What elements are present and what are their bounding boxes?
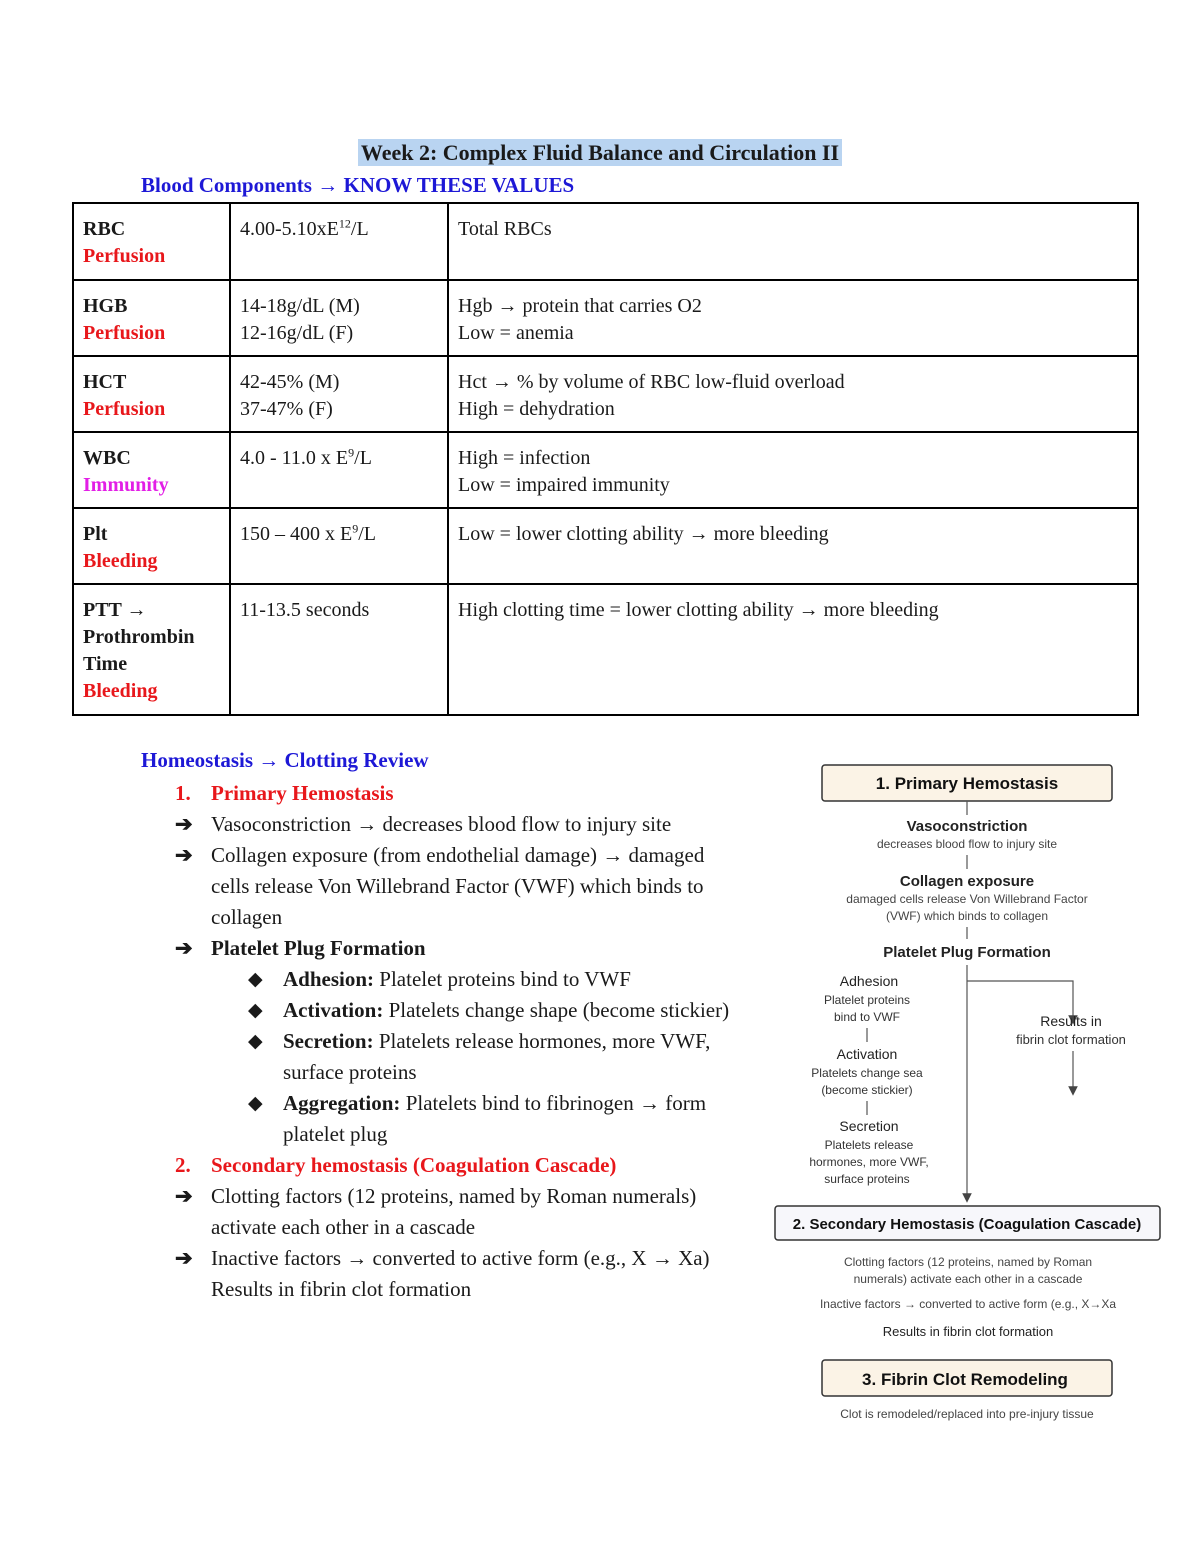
secretion-title: Secretion — [839, 1118, 899, 1134]
secondary-box-label: 2. Secondary Hemostasis (Coagulation Cascade) — [792, 1216, 1142, 1233]
component-category: Perfusion — [83, 322, 166, 344]
step-name: Secretion: — [283, 1029, 374, 1053]
component-category: Perfusion — [83, 398, 166, 420]
arrow-icon: ➔ — [175, 1246, 193, 1270]
arrow-icon: ➔ — [175, 812, 193, 836]
note-text: High = infection — [458, 447, 591, 469]
vaso-title: Vasoconstriction — [906, 818, 1028, 835]
reference-cell — [230, 432, 448, 508]
results-text: fibrin clot formation — [1016, 1032, 1126, 1047]
results-title: Results in — [1040, 1013, 1102, 1029]
notes-cell — [448, 432, 1138, 508]
component-category: Immunity — [83, 474, 169, 496]
notes-cell — [448, 203, 1138, 280]
diamond-icon: ◆ — [248, 1000, 263, 1021]
arrow-icon: ➔ — [175, 843, 193, 867]
component-category: Bleeding — [83, 680, 158, 702]
step-text: Platelet proteins bind to VWF — [379, 967, 631, 991]
sec-text-2: numerals) activate each other in a cascade — [853, 1272, 1083, 1286]
reference-cell — [230, 356, 448, 432]
diamond-icon: ◆ — [248, 969, 263, 990]
reference-cell — [230, 508, 448, 584]
component-cell — [73, 584, 230, 715]
table-row — [73, 432, 1138, 508]
collagen-text-2: (VWF) which binds to collagen — [885, 909, 1049, 923]
component-cell — [73, 508, 230, 584]
secondary-heading — [170, 1150, 730, 1181]
list-item — [170, 809, 730, 840]
component-label: WBC — [83, 447, 131, 469]
bullet-text: Collagen exposure (from endothelial damage) → damaged cells release Von Willebrand Factor (VWF) which binds to collagen — [211, 843, 705, 929]
list-item — [170, 1026, 730, 1088]
step-text: Platelets bind to fibrinogen → form platelet plug — [283, 1091, 707, 1146]
plug-title: Platelet Plug Formation — [211, 936, 426, 960]
reference-value: 4.0 - 11.0 x $E^9/L$ — [240, 445, 372, 469]
reference-value: 14-18g/dL (M) — [240, 295, 360, 317]
activation-text-2: (become stickier) — [821, 1083, 913, 1097]
component-label: HCT — [83, 371, 127, 393]
component-cell — [73, 432, 230, 508]
note-text: High = dehydration — [458, 398, 615, 420]
notes-cell — [448, 508, 1138, 584]
sec-text-3: Inactive factors → converted to active form (e.g., X→Xa — [819, 1297, 1117, 1311]
component-cell — [73, 203, 230, 280]
blood-values-table — [72, 202, 1139, 716]
component-label: Plt — [83, 523, 108, 545]
step-text: Platelets change shape (become stickier) — [388, 998, 730, 1022]
reference-value: 37-47% (F) — [240, 398, 333, 420]
component-label: PTT → Prothrombin Time — [83, 599, 195, 675]
step-name: Activation: — [283, 998, 384, 1022]
component-cell — [73, 280, 230, 356]
table-row — [73, 280, 1138, 356]
component-category: Perfusion — [83, 245, 166, 267]
sec-text-1: Clotting factors (12 proteins, named by Roman — [843, 1255, 1093, 1269]
remodel-text: Clot is remodeled/replaced into pre-injury tissue — [840, 1407, 1094, 1421]
note-text: Hgb → protein that carries O2 — [458, 295, 702, 317]
secondary-title: Secondary hemostasis (Coagulation Cascade) — [211, 1153, 617, 1177]
reference-value: 150 – 400 x $E^9/L$ — [240, 521, 376, 545]
secondary-number: 2. — [175, 1153, 191, 1177]
notes-cell — [448, 356, 1138, 432]
adhesion-text-2: bind to VWF — [833, 1010, 901, 1024]
adhesion-text-1: Platelet proteins — [823, 993, 911, 1007]
list-item — [170, 1243, 730, 1305]
diamond-icon: ◆ — [248, 1093, 263, 1114]
list-item — [170, 933, 730, 964]
component-label: HGB — [83, 295, 128, 317]
page-title: Week 2: Complex Fluid Balance and Circulation II — [358, 139, 842, 166]
homeostasis-heading: Homeostasis → Clotting Review — [141, 748, 429, 772]
step-text: Platelets release hormones, more VWF, surface proteins — [283, 1029, 711, 1084]
diamond-icon: ◆ — [248, 1031, 263, 1052]
notes-cell — [448, 584, 1138, 715]
step-name: Aggregation: — [283, 1091, 401, 1115]
vaso-text: decreases blood flow to injury site — [876, 837, 1058, 851]
note-text: Low = impaired immunity — [458, 474, 670, 496]
component-category: Bleeding — [83, 550, 158, 572]
arrow-icon: ➔ — [175, 936, 193, 960]
arrow-icon: ➔ — [175, 1184, 193, 1208]
hemostasis-flowchart — [770, 755, 1170, 1430]
reference-cell — [230, 280, 448, 356]
secretion-text-2: hormones, more VWF, — [809, 1155, 929, 1169]
collagen-title: Collagen exposure — [899, 873, 1035, 890]
reference-cell — [230, 584, 448, 715]
plug-title: Platelet Plug Formation — [883, 944, 1051, 961]
collagen-text-1: damaged cells release Von Willebrand Factor — [846, 892, 1088, 906]
component-label: RBC — [83, 218, 126, 240]
component-cell — [73, 356, 230, 432]
bullet-text: Clotting factors (12 proteins, named by Roman numerals) activate each other in a cascade — [211, 1184, 697, 1239]
table-row — [73, 203, 1138, 280]
note-text: Low = anemia — [458, 322, 574, 344]
bullet-text: Vasoconstriction → decreases blood flow to injury site — [211, 812, 672, 836]
bullet-text: Inactive factors → converted to active form (e.g., X → Xa) Results in fibrin clot formation — [211, 1246, 710, 1301]
reference-value: $4.00-5.10xE^{12}/L$ — [240, 216, 369, 240]
table-row — [73, 508, 1138, 584]
adhesion-title: Adhesion — [839, 973, 899, 989]
note-text: Low = lower clotting ability → more bleeding — [458, 523, 829, 545]
remodel-box-label: 3. Fibrin Clot Remodeling — [862, 1370, 1068, 1389]
notes-cell — [448, 280, 1138, 356]
primary-heading — [170, 778, 730, 809]
note-text: Hct → % by volume of RBC low-fluid overload — [458, 371, 845, 393]
blood-components-heading: Blood Components → KNOW THESE VALUES — [141, 173, 575, 197]
list-item — [170, 964, 730, 995]
reference-value: 11-13.5 seconds — [240, 599, 370, 621]
table-row — [73, 356, 1138, 432]
reference-value: 42-45% (M) — [240, 371, 340, 393]
clotting-outline — [170, 778, 730, 1305]
primary-box-label: 1. Primary Hemostasis — [875, 774, 1059, 793]
activation-text-1: Platelets change sea — [811, 1066, 923, 1080]
reference-cell — [230, 203, 448, 280]
note-text: Total RBCs — [458, 218, 552, 240]
secretion-text-1: Platelets release — [824, 1138, 914, 1152]
primary-title: Primary Hemostasis — [211, 781, 394, 805]
list-item — [170, 840, 730, 933]
primary-number: 1. — [175, 781, 191, 805]
page-title-wrap — [0, 140, 1200, 166]
list-item — [170, 995, 730, 1026]
secretion-text-3: surface proteins — [824, 1172, 910, 1186]
step-name: Adhesion: — [283, 967, 375, 991]
activation-title: Activation — [836, 1046, 898, 1062]
note-text: High clotting time = lower clotting ability → more bleeding — [458, 599, 939, 621]
sec-text-4: Results in fibrin clot formation — [882, 1324, 1054, 1339]
list-item — [170, 1088, 730, 1150]
list-item — [170, 1181, 730, 1243]
table-row — [73, 584, 1138, 715]
reference-value: 12-16g/dL (F) — [240, 322, 354, 344]
